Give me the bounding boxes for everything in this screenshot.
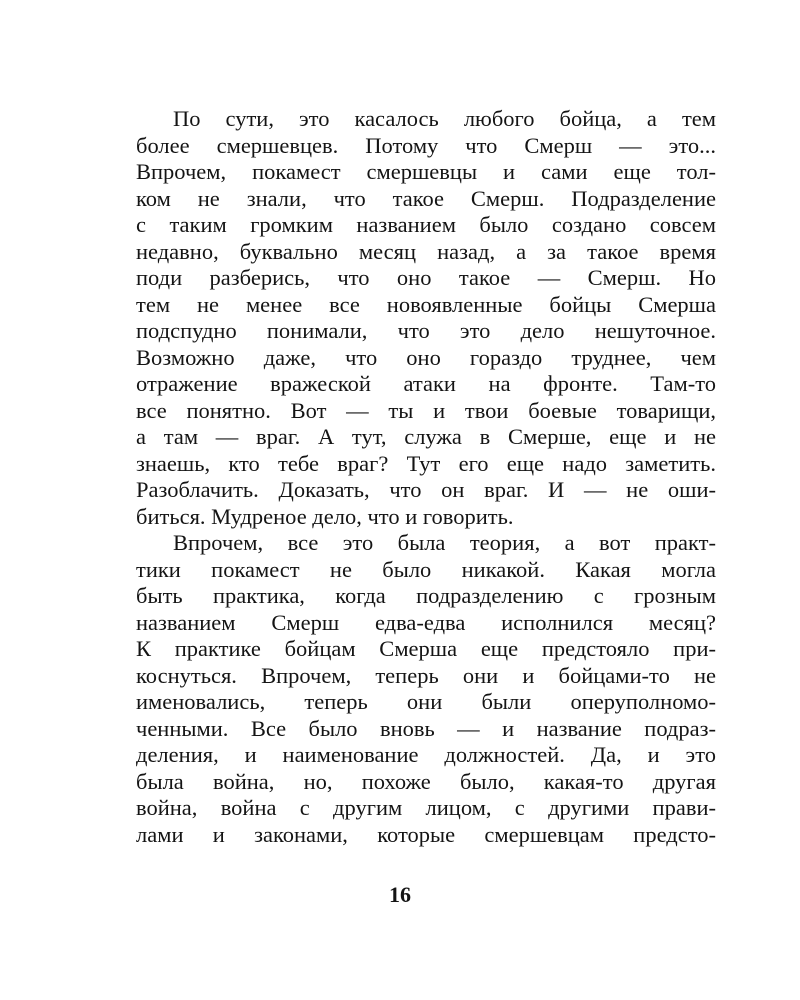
text-line: Возможно даже, что оно гораздо труднее, чем bbox=[136, 344, 716, 370]
text-line: лами и законами, которые смершевцам предсто- bbox=[136, 821, 716, 847]
text-line: с таким громким названием было создано совсем bbox=[136, 212, 716, 237]
text-line: биться. Мудреное дело, что и говорить. bbox=[136, 503, 514, 529]
text-line: подспудно понимали, что это дело нешуточное. bbox=[136, 318, 716, 343]
text-line: более смершевцев. Потому что Смерш — это... bbox=[136, 132, 716, 158]
text-line: тики покамест не было никакой. Какая могла bbox=[136, 556, 716, 582]
text-line: отражение вражеской атаки на фронте. Там-то bbox=[136, 371, 716, 396]
text-line: тем не менее все новоявленные бойцы Смерша bbox=[136, 291, 716, 317]
text-line: была война, но, похоже было, какая-то другая bbox=[136, 768, 716, 794]
text-line: все понятно. Вот — ты и твои боевые товарищи, bbox=[136, 397, 716, 423]
text-line: Впрочем, все это была теория, а вот практ- bbox=[173, 530, 716, 555]
text-line: ком не знали, что такое Смерш. Подразделение bbox=[136, 185, 716, 211]
text-line: знаешь, кто тебе враг? Тут его еще надо заметить. bbox=[136, 450, 716, 476]
text-line: Впрочем, покамест смершевцы и сами еще тол- bbox=[136, 159, 716, 184]
text-line: деления, и наименование должностей. Да, и это bbox=[136, 742, 716, 767]
text-line: война, война с другим лицом, с другими прави- bbox=[136, 795, 716, 820]
text-line: К практике бойцам Смерша еще предстояло при- bbox=[136, 636, 716, 661]
text-line: По сути, это касалось любого бойца, а тем bbox=[173, 106, 716, 131]
text-line: а там — враг. А тут, служа в Смерше, еще и не bbox=[136, 424, 716, 449]
text-line: названием Смерш едва-едва исполнился месяц? bbox=[136, 609, 716, 635]
text-line: недавно, буквально месяц назад, а за такое время bbox=[136, 238, 716, 264]
text-line: быть практика, когда подразделению с грозным bbox=[136, 583, 716, 608]
text-line: именовались, теперь они были оперуполномо- bbox=[136, 689, 716, 714]
text-line: поди разберись, что оно такое — Смерш. Но bbox=[136, 265, 716, 290]
text-line: коснуться. Впрочем, теперь они и бойцами-то не bbox=[136, 662, 716, 688]
body-text bbox=[136, 106, 716, 848]
text-line: Разоблачить. Доказать, что он враг. И — не оши- bbox=[136, 477, 716, 502]
text-line: ченными. Все было вновь — и название подраз- bbox=[136, 715, 716, 741]
page-number: 16 bbox=[389, 882, 411, 907]
